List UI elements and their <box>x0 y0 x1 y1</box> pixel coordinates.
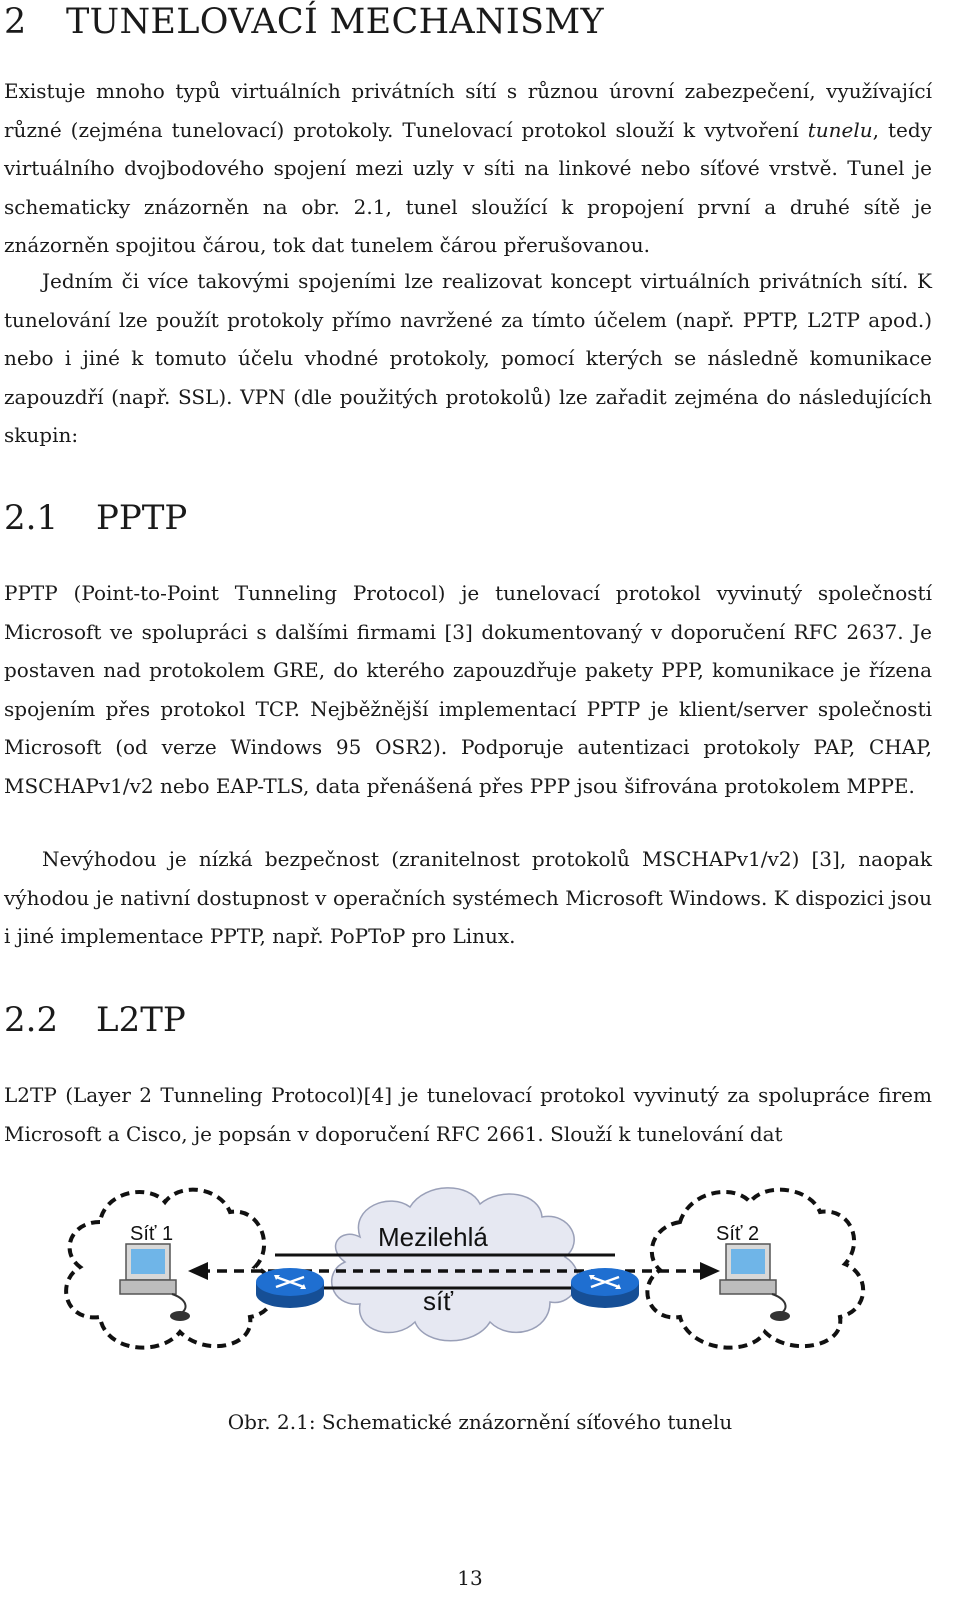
intro-paragraph-1 <box>4 72 932 265</box>
intro-text-b: , tedy virtuálního dvojbodového spojení mezi uzly v síti na linkové nebo síťové vrstvě. Tunel je schematicky znázorněn na obr. 2.1, tunel sloužící k propojení první a druhé sítě je znázorněn spojitou čárou, tok dat tunelem čárou přerušovanou. <box>4 117 932 257</box>
section-number-l2tp: 2.2 <box>4 1000 59 1040</box>
page-number: 13 <box>457 1566 483 1590</box>
section-heading-l2tp <box>4 1000 186 1040</box>
tunnel-diagram <box>60 1182 940 1362</box>
l2tp-paragraph-1: L2TP (Layer 2 Tunneling Protocol)[4] je tunelovací protokol vyvinutý za spolupráce firem Microsoft a Cisco, je popsán v doporučení RFC 2661. Slouží k tunelování dat <box>4 1083 932 1146</box>
figure-caption: Obr. 2.1: Schematické znázornění síťového tunelu <box>227 1410 733 1434</box>
section-title-pptp: PPTP <box>96 498 188 538</box>
pptp-paragraph-1: PPTP (Point-to-Point Tunneling Protocol) je tunelovací protokol vyvinutý společností Microsoft ve spolupráci s dalšími firmami [3] dokumentovaný v doporučení RFC 2637. Je postaven nad protokolem GRE, do kterého zapouzdřuje pakety PPP, komunikace je řízena spojením přes protokol TCP. Nejběžnější implementací PPTP je klient/server společnosti Microsoft (od verze Windows 95 OSR2). Podporuje autentizaci protokoly PAP, CHAP, MSCHAPv1/v2 nebo EAP-TLS, data přenášená přes PPP jsou šifrována protokolem MPPE. <box>4 581 932 798</box>
section-title-l2tp: L2TP <box>96 1000 186 1040</box>
network-2-label: Síť 2 <box>716 1223 760 1245</box>
intermediate-network-cloud <box>332 1188 578 1341</box>
intro-text-a: Existuje mnoho typů virtuálních privátních sítí s různou úrovní zabezpečení, využívající různé (zejména tunelovací) protokoly. Tunelovací protokol slouží k vytvoření <box>4 79 932 142</box>
router-left-icon <box>256 1268 324 1308</box>
section-number-pptp: 2.1 <box>4 498 59 538</box>
chapter-title: TUNELOVACÍ MECHANISMY <box>66 2 604 42</box>
intermediate-network-label-line2: síť <box>423 1286 453 1316</box>
network-1-label: Síť 1 <box>130 1223 174 1245</box>
intro-emphasis-tunel: tunelu <box>807 117 873 142</box>
section-heading-pptp <box>4 498 187 538</box>
intro-paragraph-2: Jedním či více takovými spojeními lze realizovat koncept virtuálních privátních sítí. K tunelování lze použít protokoly přímo navržené za tímto účelem (např. PPTP, L2TP apod.) nebo i jiné k tomuto účelu vhodné protokoly, pomocí kterých se následně komunikace zapouzdří (např. SSL). VPN (dle použitých protokolů) lze zařadit zejména do následujících skupin: <box>4 269 932 447</box>
computer-right-icon <box>720 1244 790 1321</box>
computer-left-icon <box>120 1244 190 1321</box>
chapter-heading <box>4 2 604 42</box>
intermediate-network-label-line1: Mezilehlá <box>378 1222 488 1252</box>
pptp-paragraph-2: Nevýhodou je nízká bezpečnost (zranitelnost protokolů MSCHAPv1/v2) [3], naopak výhodou je nativní dostupnost v operačních systémech Microsoft Windows. K dispozici jsou i jiné implementace PPTP, např. PoPToP pro Linux. <box>4 847 932 948</box>
chapter-number: 2 <box>4 2 27 42</box>
router-right-icon <box>571 1268 639 1308</box>
